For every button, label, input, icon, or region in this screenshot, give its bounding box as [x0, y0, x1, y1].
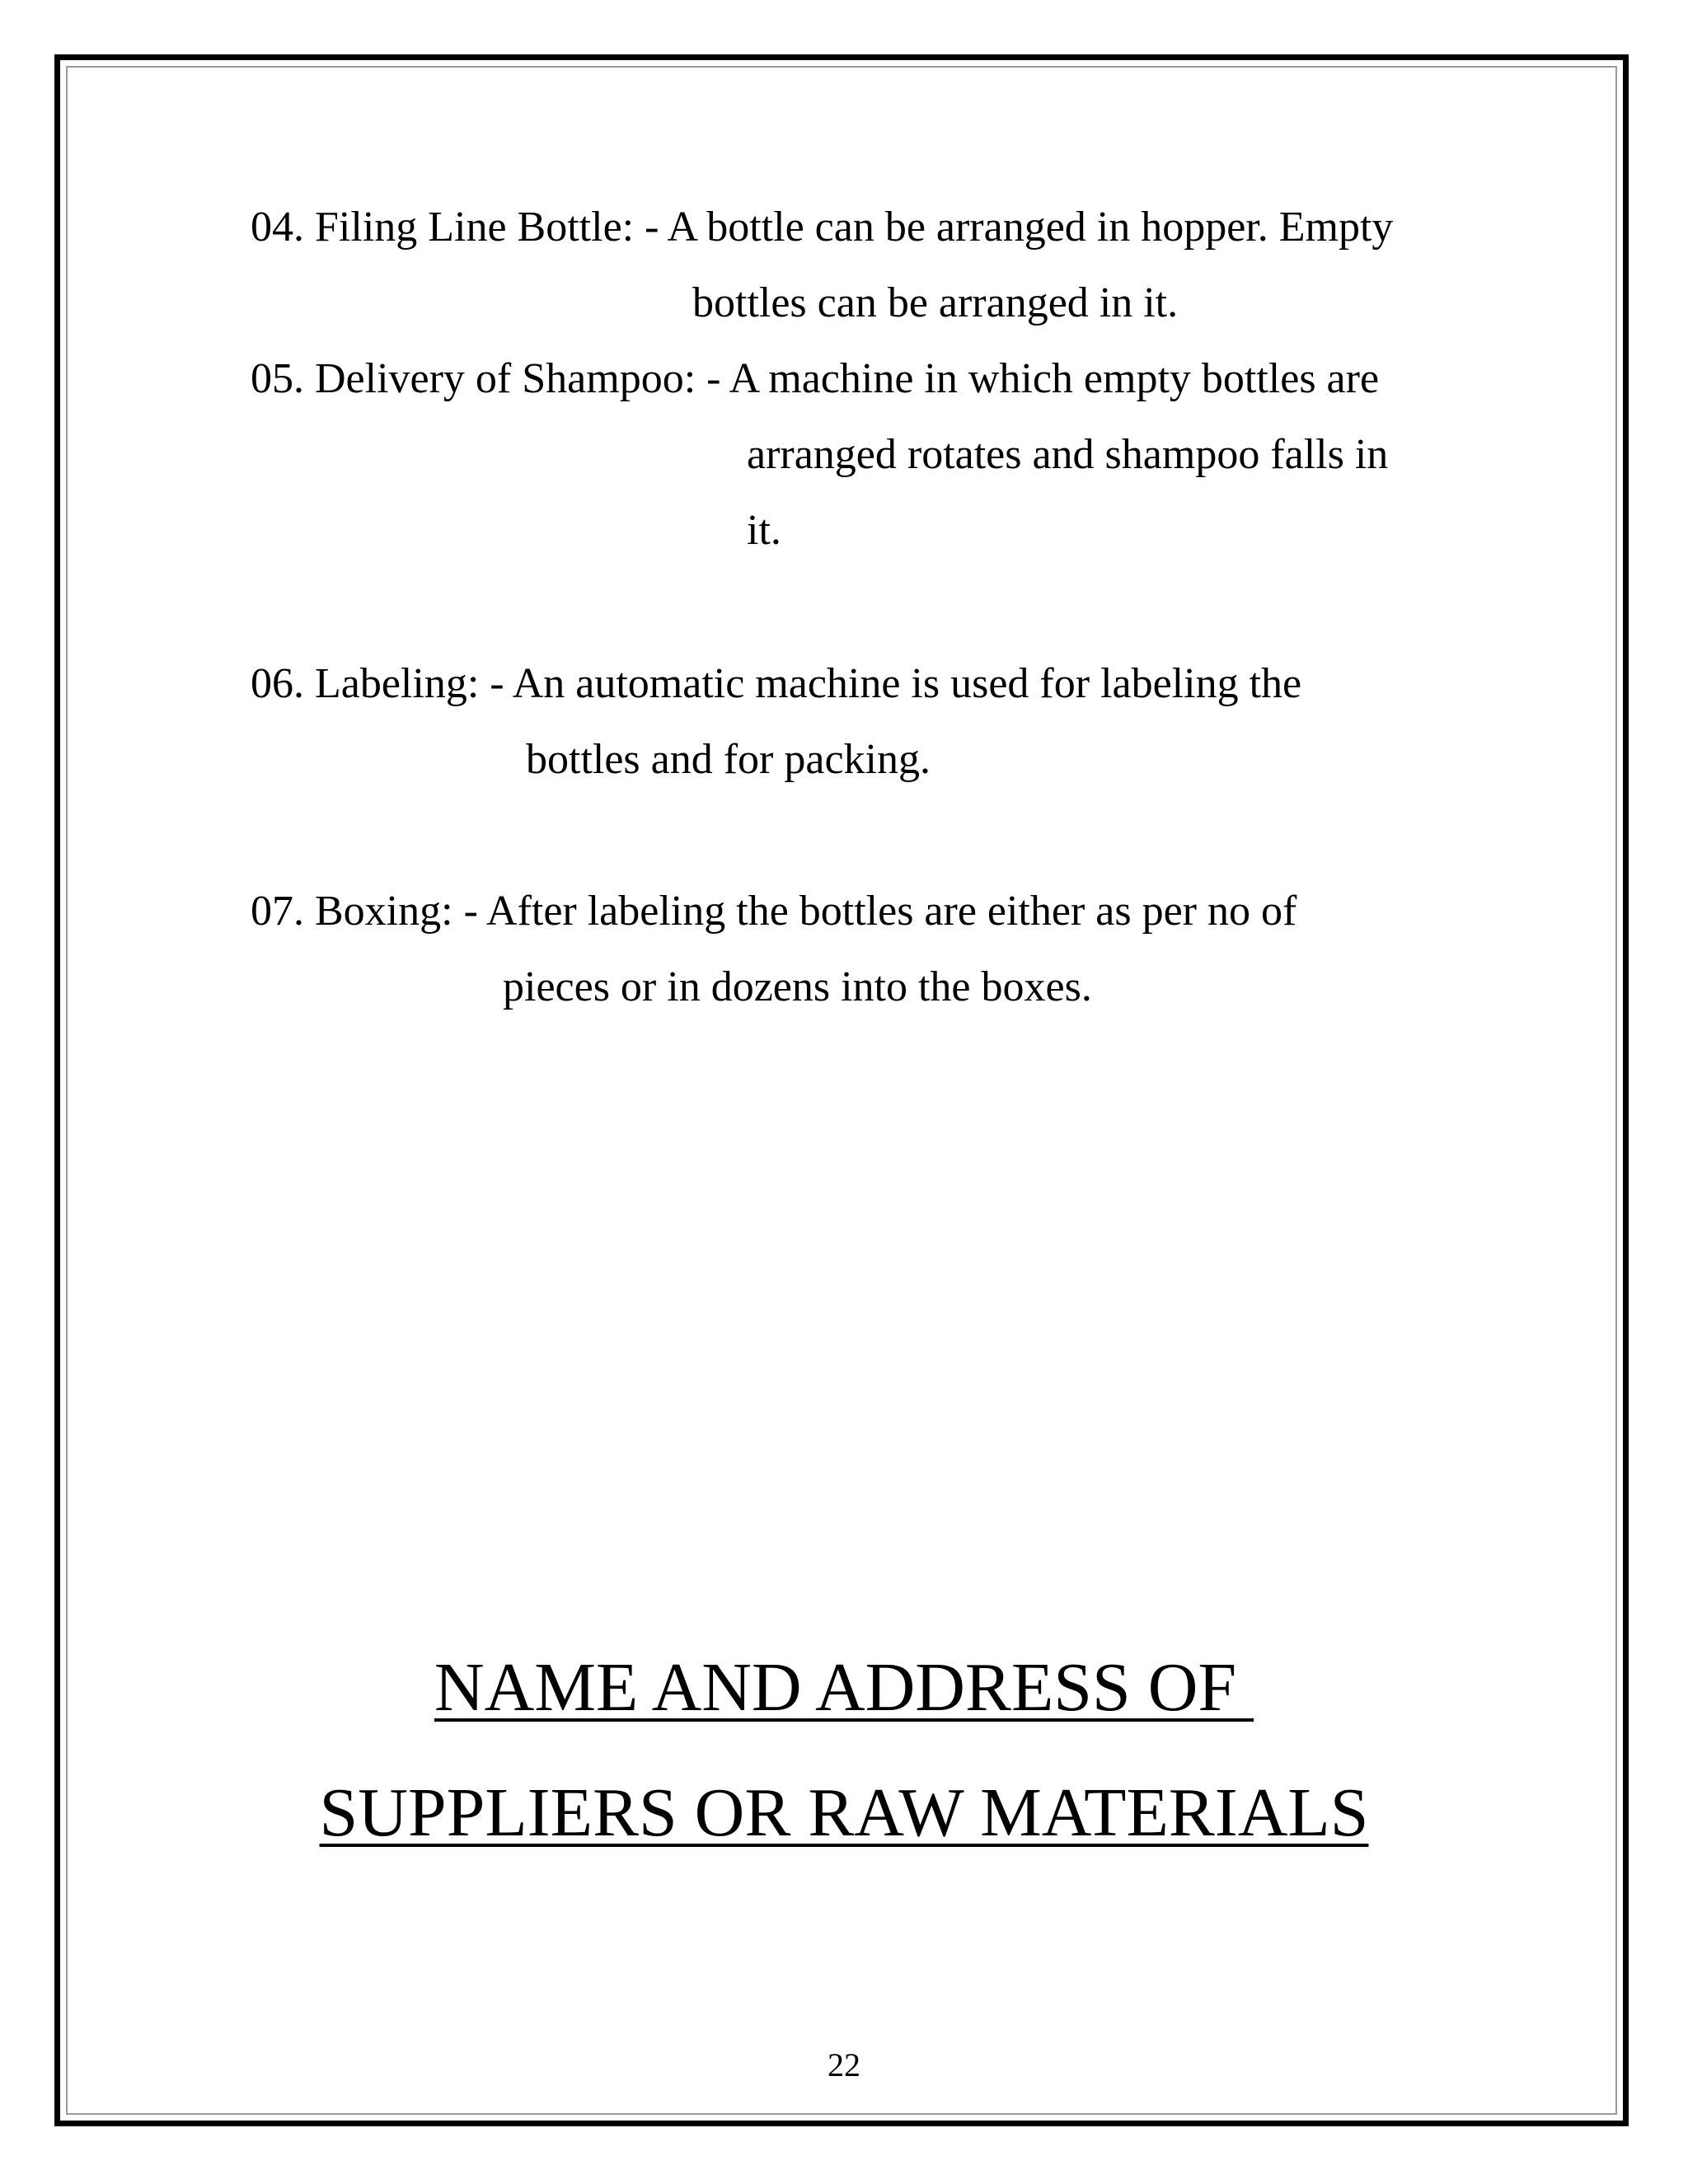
page-number: 22	[828, 2046, 860, 2083]
step-text-continuation: arranged rotates and shampoo falls in	[747, 431, 1389, 478]
step-text-continuation: pieces or in dozens into the boxes.	[503, 963, 1092, 1010]
process-step-filing-line-bottle	[251, 190, 1393, 341]
step-text-line: 05. Delivery of Shampoo: - A machine in which empty bottles are	[251, 355, 1380, 402]
step-text-line: 04. Filing Line Bottle: - A bottle can be arranged in hopper. Empty	[251, 204, 1394, 251]
step-text-line: 07. Boxing: - After labeling the bottles are either as per no of	[251, 888, 1297, 935]
step-text-continuation: it.	[747, 507, 781, 554]
step-text-continuation: bottles can be arranged in it.	[692, 279, 1179, 326]
step-text-continuation: bottles and for packing.	[526, 736, 931, 783]
step-text-line: 06. Labeling: - An automatic machine is used for labeling the	[251, 660, 1302, 707]
section-heading-text: SUPPLIERS OR RAW MATERIALS	[319, 1774, 1369, 1851]
section-heading-text: NAME AND ADDRESS OF	[434, 1649, 1254, 1726]
process-step-labeling	[251, 646, 1301, 798]
section-heading-line-2	[0, 1772, 1688, 1854]
process-step-delivery-of-shampoo	[251, 341, 1388, 569]
section-heading-line-1	[0, 1647, 1688, 1729]
process-step-boxing	[251, 874, 1296, 1025]
